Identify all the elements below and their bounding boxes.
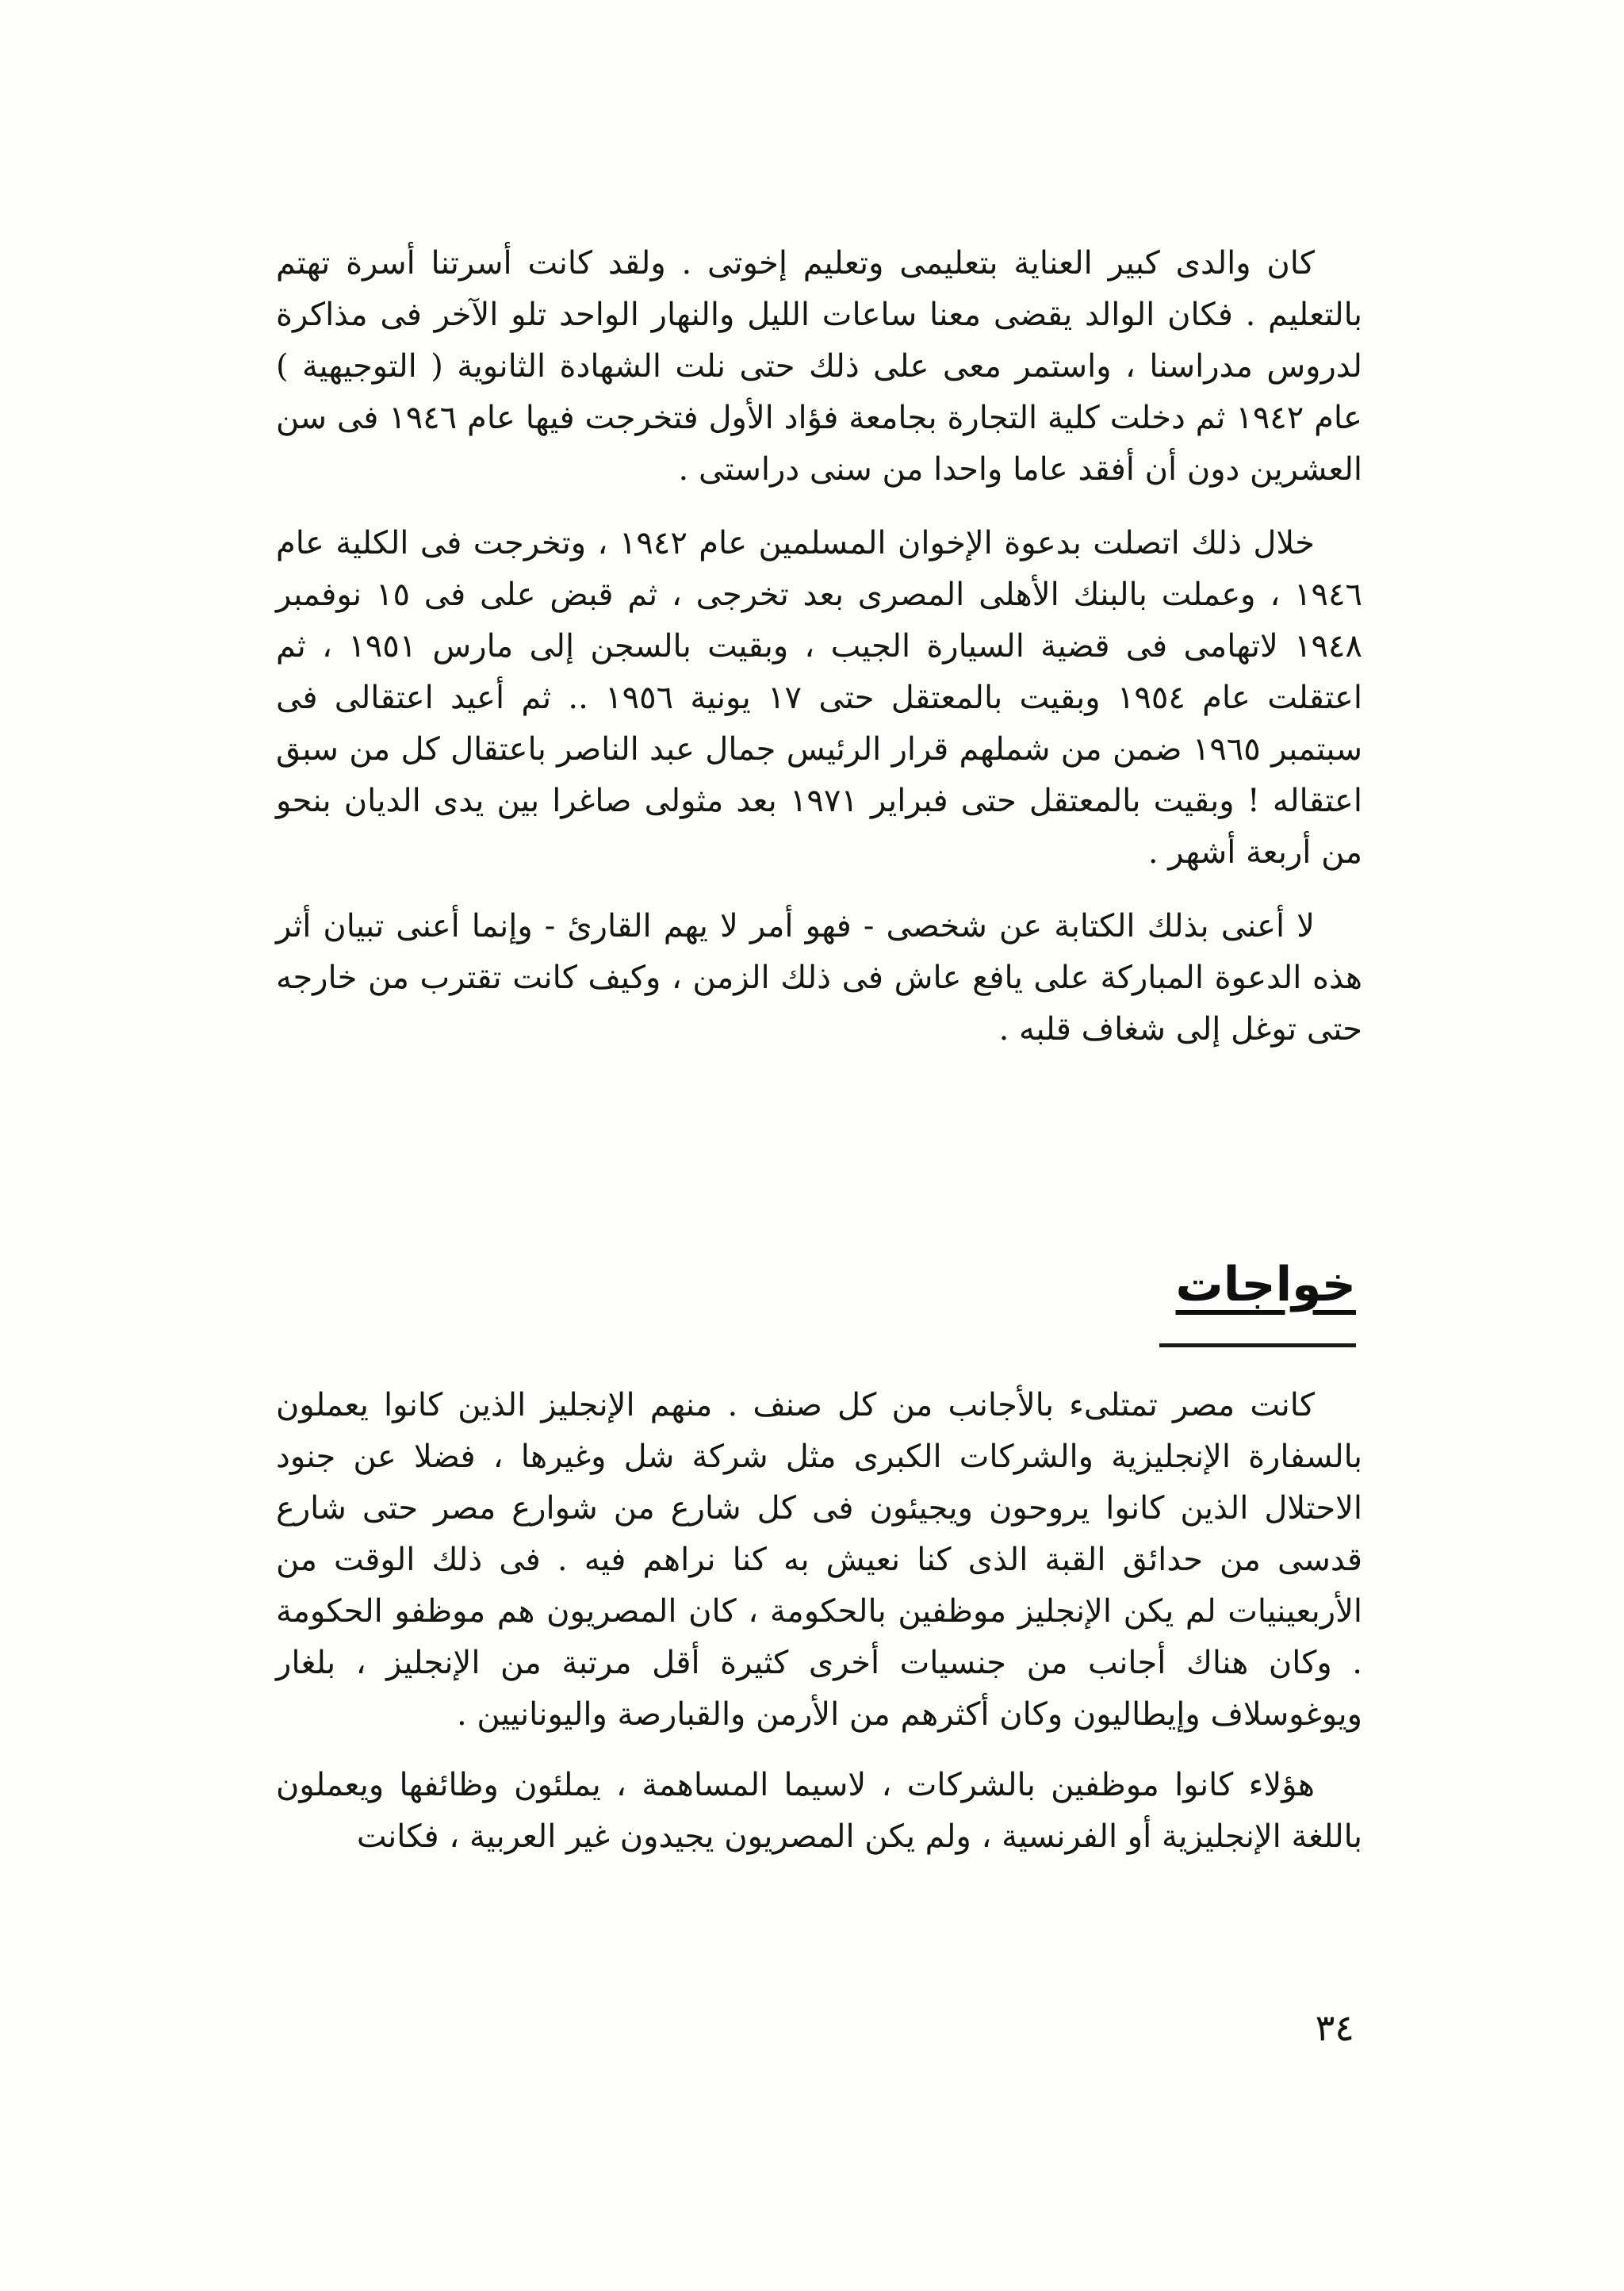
paragraph: خلال ذلك اتصلت بدعوة الإخوان المسلمين عام ١٩٤٢ ، وتخرجت فى الكلية عام ١٩٤٦ ، وعملت بالبنك الأهلى المصرى بعد تخرجى ، ثم قبض على فى ١٥ نوفمبر ١٩٤٨ لاتهامى فى قضية السيارة الجيب ، وبقيت بالسجن إلى مارس ١٩٥١ ، ثم اعتقلت عام ١٩٥٤ وبقيت بالمعتقل حتى ١٧ يونية ١٩٥٦ .. ثم أعيد اعتقالى فى سبتمبر ١٩٦٥ ضمن من شملهم قرار الرئيس جمال عبد الناصر باعتقال كل من سبق اعتقاله ! وبقيت بالمعتقل حتى فبراير ١٩٧١ بعد مثولى صاغرا بين يدى الديان بنحو من أربعة أشهر .: [276, 525, 1363, 871]
paragraph: هؤلاء كانوا موظفين بالشركات ، لاسيما المساهمة ، يملئون وظائفها ويعملون باللغة الإنجليزية أو الفرنسية ، ولم يكن المصريون يجيدون غير العربية ، فكانت: [276, 1767, 1362, 1855]
text-block-top: [276, 238, 1362, 1055]
heading-underline: [1159, 1343, 1356, 1347]
section-heading: خواجات: [1175, 1257, 1356, 1312]
page-number: ٣٤: [1315, 2006, 1354, 2049]
paragraph: لا أعنى بذلك الكتابة عن شخصى - فهو أمر لا يهم القارئ - وإنما أعنى تبيان أثر هذه الدعوة المباركة على يافع عاش فى ذلك الزمن ، وكيف كانت تقترب من خارجه حتى توغل إلى شغاف قلبه .: [276, 908, 1362, 1048]
paragraph: كانت مصر تمتلىء بالأجانب من كل صنف . منهم الإنجليز الذين كانوا يعملون بالسفارة الإنجليزية والشركات الكبرى مثل شركة شل وغيرها ، فضلا عن جنود الاحتلال الذين كانوا يروحون ويجيئون فى كل شارع من شوارع مصر حتى شارع قدسى من حدائق القبة الذى كنا نعيش به كنا نراهم فيه . فى ذلك الوقت من الأربعينيات لم يكن الإنجليز موظفين بالحكومة ، كان المصريون هم موظفو الحكومة . وكان هناك أجانب من جنسيات أخرى كثيرة أقل مرتبة من الإنجليز ، بلغار ويوغوسلاف وإيطاليون وكان أكثرهم من الأرمن والقبارصة واليونانيين .: [276, 1387, 1362, 1733]
text-block-bottom: [276, 1380, 1362, 1863]
paragraph: كان والدى كبير العناية بتعليمى وتعليم إخوتى . ولقد كانت أسرتنا أسرة تهتم بالتعليم . فكان الوالد يقضى معنا ساعات الليل والنهار الواحد تلو الآخر فى مذاكرة لدروس مدراسنا ، واستمر معى على ذلك حتى نلت الشهادة الثانوية ( التوجيهية ) عام ١٩٤٢ ثم دخلت كلية التجارة بجامعة فؤاد الأول فتخرجت فيها عام ١٩٤٦ فى سن العشرين دون أن أفقد عاما واحدا من سنى دراستى .: [276, 245, 1362, 488]
